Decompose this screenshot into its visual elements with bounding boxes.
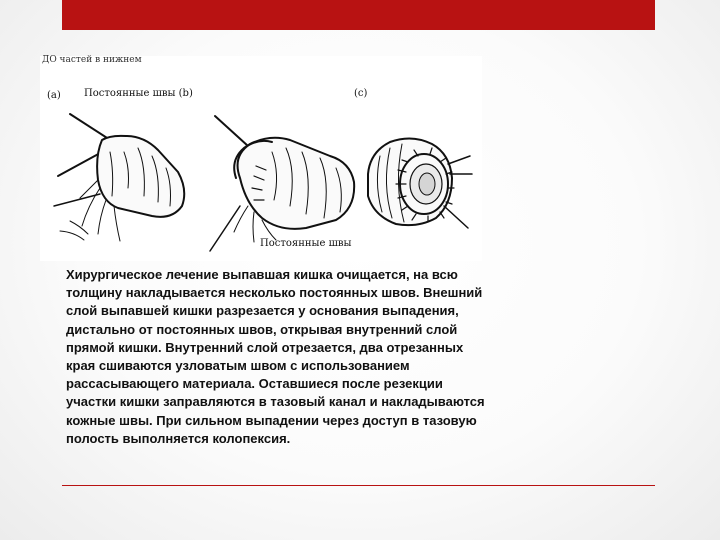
text-line: края сшиваются узловатым швом с использованием (66, 358, 410, 374)
panel-a-drawing (54, 114, 184, 241)
panel-label-c: (c) (354, 88, 368, 99)
text-line: кожные швы. При сильном выпадении через доступ в тазовую (66, 412, 477, 428)
text-line: прямой кишки. Внутренний слой отрезается, два отрезанных (66, 339, 464, 355)
panel-c-drawing (368, 138, 472, 228)
panel-b-drawing (210, 116, 354, 251)
top-accent-bar (62, 0, 655, 30)
panel-label-b: Постоянные швы (b) (84, 88, 193, 99)
text-line: Хирургическое лечение выпавшая кишка очищается, на всю (66, 267, 458, 282)
text-line: дистально от постоянных швов, открывая внутренний слой (66, 321, 458, 337)
panel-label-a: (a) (47, 90, 61, 101)
body-paragraph (66, 266, 606, 448)
text-line: полость выполняется колопексия. (66, 430, 291, 446)
text-line: толщину накладывается несколько постоянных швов. Внешний (66, 285, 483, 301)
illustration-drawing (40, 56, 482, 261)
figure-caption-top: ДО частей в нижнем (42, 55, 142, 65)
text-line: рассасывающего материала. Оставшиеся после резекции (66, 376, 443, 392)
bottom-divider (62, 485, 655, 486)
text-line: слой выпавшей кишки разрезается у основания выпадения, (66, 303, 459, 319)
panel-label-sutures: Постоянные швы (260, 238, 352, 249)
surgical-illustration (40, 56, 482, 261)
text-line: участки кишки заправляются в тазовый канал и накладываются (66, 394, 485, 410)
